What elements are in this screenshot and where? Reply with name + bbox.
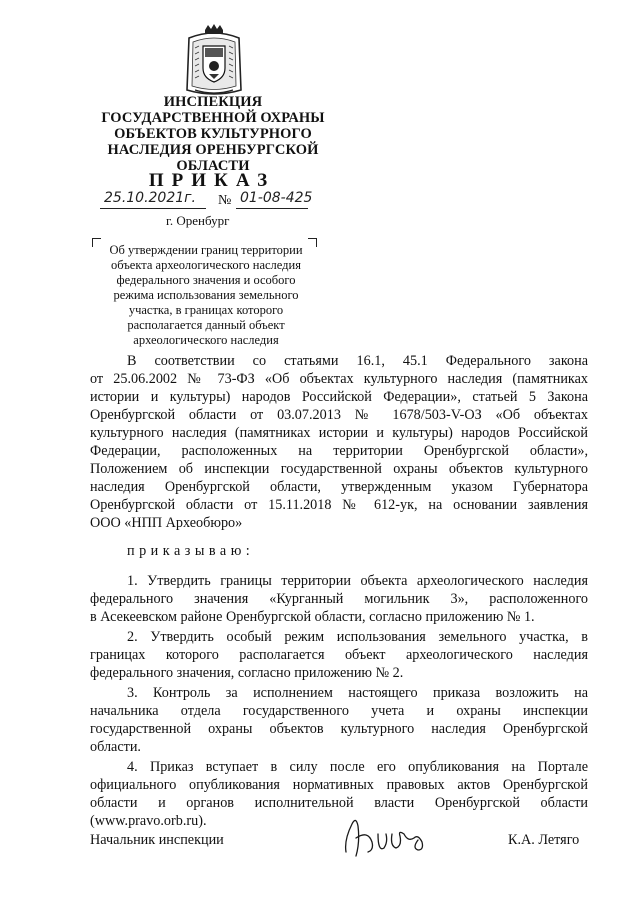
- coat-of-arms-icon: [183, 24, 245, 98]
- preamble-line: Положением об инспекции государственной охраны объектов культурного: [90, 461, 588, 477]
- handwritten-signature: [338, 812, 434, 862]
- item-4-line: (www.pravo.orb.ru).: [90, 813, 207, 829]
- preamble-line: культурного наследия (памятниках истории и культуры) народов Российской: [90, 425, 588, 441]
- preamble-line: от 25.06.2002 № 73-ФЗ «Об объектах культурного наследия (памятниках: [90, 371, 588, 387]
- subject-line-2: объекта археологического наследия: [111, 258, 301, 272]
- subject-line-3: федерального значения и особого: [116, 273, 296, 287]
- preamble-line: Федерации, расположенных на территории Оренбургской области»,: [90, 443, 588, 459]
- issue-city: г. Оренбург: [166, 213, 230, 228]
- subject-line-6: располагается данный объект: [127, 318, 285, 332]
- item-2-line: границах которого располагается объект археологического наследия: [90, 647, 588, 663]
- signatory-position: Начальник инспекции: [90, 832, 224, 848]
- number-sign: №: [218, 193, 232, 208]
- org-name-line-4: НАСЛЕДИЯ ОРЕНБУРГСКОЙ: [107, 142, 319, 158]
- subject-line-7: археологического наследия: [133, 333, 279, 347]
- order-word: приказываю:: [127, 543, 255, 559]
- item-4-line: 4. Приказ вступает в силу после его опубликования на Портале: [127, 759, 588, 775]
- item-1-line: в Асекеевском районе Оренбургской области, согласно приложению № 1.: [90, 609, 535, 625]
- preamble-line: Оренбургской области от 15.11.2018 № 612-ук, на основании заявления: [90, 497, 588, 513]
- item-3-line: 3. Контроль за исполнением настоящего приказа возложить на: [127, 685, 588, 701]
- subject-line-1: Об утверждении границ территории: [109, 243, 303, 257]
- preamble-line: истории и культуры) народов Российской Федерации», статьей 5 Закона: [90, 389, 588, 405]
- org-name-line-3: ОБЪЕКТОВ КУЛЬТУРНОГО: [114, 126, 312, 142]
- signatory-name: К.А. Летяго: [508, 832, 580, 848]
- document-type-title: ПРИКАЗ: [148, 170, 276, 191]
- item-3-line: государственной охраны объектов культурного наследия Оренбургской: [90, 721, 588, 737]
- item-1-line: федерального значения «Курганный могильник 3», расположенного: [90, 591, 588, 607]
- preamble-line: наследия Оренбургской области, утвержденным указом Губернатора: [90, 479, 588, 495]
- date-underline: [100, 208, 206, 209]
- item-4-line: области и органов исполнительной власти Оренбургской области: [90, 795, 588, 811]
- item-1-line: 1. Утвердить границы территории объекта археологического наследия: [127, 573, 588, 589]
- org-name-line-2: ГОСУДАРСТВЕННОЙ ОХРАНЫ: [101, 110, 325, 126]
- preamble-line: Оренбургской области от 03.07.2013 № 1678/503-V-ОЗ «Об объектах: [90, 407, 588, 423]
- preamble-line: В соответствии со статьями 16.1, 45.1 Федерального закона: [127, 353, 588, 369]
- item-2-line: федерального значения, согласно приложению № 2.: [90, 665, 404, 681]
- order-date: 25.10.2021г.: [104, 190, 196, 206]
- preamble-line: ООО «НПП Археобюро»: [90, 515, 243, 531]
- item-3-line: области.: [90, 739, 141, 755]
- subject-line-5: участка, в границах которого: [128, 303, 284, 317]
- order-number: 01-08-425: [240, 190, 313, 206]
- item-4-line: официального опубликования нормативных правовых актов Оренбургской: [90, 777, 588, 793]
- subject-line-4: режима использования земельного: [113, 288, 299, 302]
- org-name-line-1: ИНСПЕКЦИЯ: [163, 94, 263, 110]
- item-2-line: 2. Утвердить особый режим использования земельного участка, в: [127, 629, 588, 645]
- number-underline: [236, 208, 308, 209]
- item-3-line: начальника отдела государственного учета и охраны инспекции: [90, 703, 588, 719]
- org-name-line-5: ОБЛАСТИ: [176, 158, 250, 174]
